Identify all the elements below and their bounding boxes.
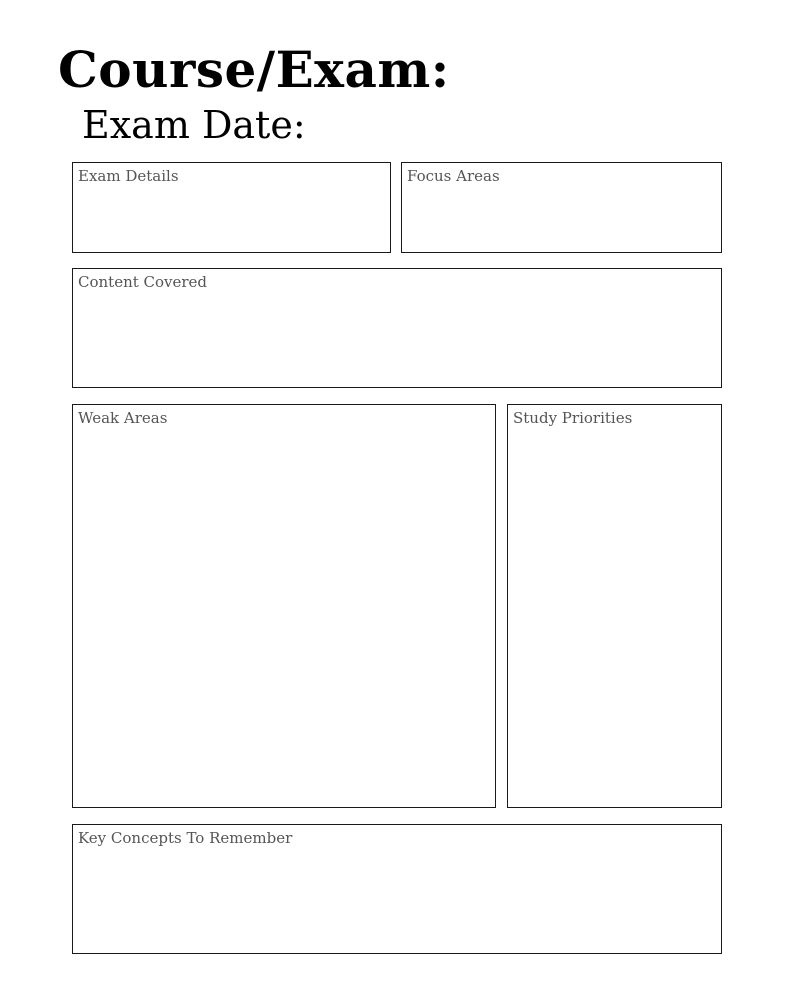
content-covered-label: Content Covered — [78, 273, 208, 291]
weak-areas-box[interactable] — [72, 404, 496, 808]
study-priorities-label: Study Priorities — [513, 409, 633, 427]
content-covered-box[interactable] — [72, 268, 722, 388]
exam-details-label: Exam Details — [78, 167, 179, 185]
focus-areas-label: Focus Areas — [407, 167, 500, 185]
key-concepts-box[interactable] — [72, 824, 722, 954]
exam-date-heading: Exam Date: — [82, 103, 306, 147]
exam-details-box[interactable] — [72, 162, 391, 253]
key-concepts-label: Key Concepts To Remember — [78, 829, 293, 847]
study-priorities-box[interactable] — [507, 404, 722, 808]
course-exam-heading: Course/Exam: — [58, 40, 450, 99]
weak-areas-label: Weak Areas — [78, 409, 168, 427]
focus-areas-box[interactable] — [401, 162, 722, 253]
